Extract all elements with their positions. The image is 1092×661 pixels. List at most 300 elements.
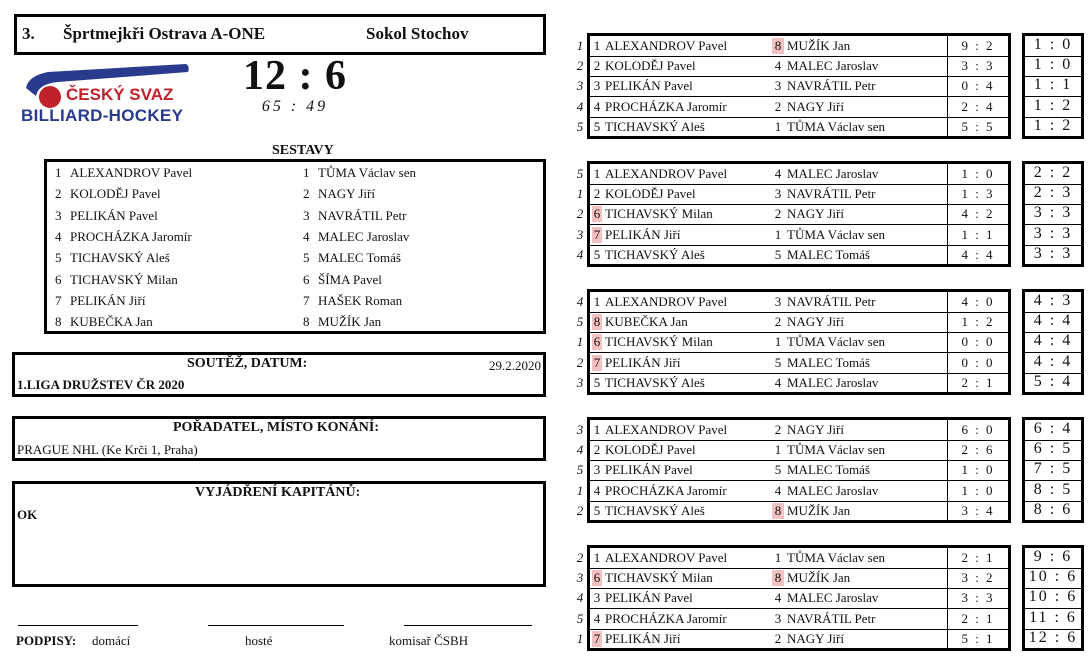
column-divider (947, 460, 948, 480)
away-player-number: 1 (774, 334, 782, 350)
column-divider (947, 225, 948, 245)
column-divider (947, 548, 948, 568)
player-name: PELIKÁN Pavel (70, 207, 158, 223)
column-divider (947, 440, 948, 460)
column-divider (947, 292, 948, 312)
column-divider (947, 245, 948, 266)
away-player-name: NAVRÁTIL Petr (787, 610, 876, 626)
away-player-name: NAGY Jiří (787, 314, 844, 330)
running-total: 1 : 1 (1025, 76, 1081, 97)
home-player-name: TICHAVSKÝ Aleš (605, 502, 705, 518)
running-total: 1 : 0 (1025, 56, 1081, 77)
match-score: 0 : 4 (961, 78, 995, 94)
csbh-logo (18, 58, 198, 134)
home-player-number: 2 (593, 442, 601, 458)
home-player-name: PELIKÁN Pavel (605, 462, 693, 478)
running-total: 4 : 4 (1025, 312, 1081, 333)
match-row (590, 460, 1008, 481)
home-player-number: 5 (593, 374, 601, 390)
match-score: 1 : 2 (961, 314, 995, 330)
away-player-name: NAVRÁTIL Petr (787, 294, 876, 309)
player-name: NAGY Jiří (318, 186, 375, 202)
player-name: ŠÍMA Pavel (318, 271, 382, 287)
captains-title: VYJÁDŘENÍ KAPITÁNŮ: (195, 485, 361, 500)
home-player-number: 1 (593, 38, 601, 53)
table-number: 3 (576, 78, 584, 94)
running-total: 8 : 6 (1033, 500, 1073, 518)
captains-comment: OK (17, 507, 38, 522)
home-player-number: 5 (593, 118, 601, 134)
running-total: 6 : 4 (1025, 420, 1081, 441)
table-number: 4 (576, 590, 584, 606)
column-divider (947, 76, 948, 96)
lineup-home-player (55, 272, 178, 288)
home-player-name: PROCHÁZKA Jaromír (605, 98, 727, 114)
running-total: 10 : 6 (1025, 568, 1081, 589)
home-player-name: TICHAVSKÝ Milan (605, 206, 713, 222)
table-number: 5 (576, 166, 584, 181)
player-name: KOLODĚJ Pavel (70, 186, 161, 202)
round-4-running-totals (1022, 417, 1084, 523)
lineup-away-player (303, 229, 409, 245)
lineup-away-player (303, 165, 416, 181)
home-player-name: TICHAVSKÝ Milan (605, 334, 713, 350)
home-player-name: TICHAVSKÝ Aleš (605, 118, 705, 134)
competition-title: SOUTĚŽ, DATUM: (187, 356, 308, 371)
running-total: 2 : 2 (1025, 164, 1081, 185)
match-row (590, 245, 1008, 266)
lineup-away-player (303, 272, 382, 288)
away-player-number: 5 (774, 354, 782, 370)
table-number: 4 (576, 246, 584, 262)
running-total: 1 : 0 (1025, 36, 1081, 57)
lineups-title: SESTAVY (272, 143, 334, 158)
match-row (590, 56, 1008, 77)
match-score: 2 : 4 (961, 98, 995, 114)
table-number: 1 (576, 630, 584, 646)
lineup-home-player (55, 165, 192, 181)
match-score: 3 : 3 (961, 590, 995, 606)
running-total: 3 : 3 (1025, 225, 1081, 246)
player-number: 6 (55, 271, 62, 287)
home-player-name: ALEXANDROV Pavel (605, 550, 728, 565)
match-row (590, 97, 1008, 118)
away-player-number: 8 (772, 503, 784, 519)
column-divider (947, 353, 948, 373)
away-player-number: 5 (774, 462, 782, 478)
away-player-name: MALEC Tomáš (787, 246, 870, 262)
away-player-name: TŮMA Václav sen (787, 550, 885, 565)
match-score: 2 : 1 (961, 374, 995, 390)
match-score: 6 : 0 (961, 422, 995, 437)
away-player-name: TŮMA Václav sen (787, 118, 885, 134)
table-number: 3 (576, 570, 584, 586)
player-name: PROCHÁZKA Jaromír (70, 228, 192, 244)
running-total: 8 : 5 (1025, 481, 1081, 502)
home-player-number: 7 (593, 630, 601, 646)
away-player-number: 2 (774, 422, 782, 437)
running-total: 10 : 6 (1025, 588, 1081, 609)
match-score: 4 : 0 (961, 294, 995, 309)
player-number: 8 (303, 314, 310, 330)
match-row (590, 292, 1008, 313)
match-score: 1 : 0 (961, 166, 995, 181)
signature-home-label: domácí (92, 633, 131, 648)
organizer-title: POŘADATEL, MÍSTO KONÁNÍ: (173, 420, 380, 435)
away-player-name: MALEC Tomáš (787, 462, 870, 478)
match-row (590, 225, 1008, 246)
match-row (590, 481, 1008, 502)
round-2-matches (587, 161, 1011, 267)
player-name: HAŠEK Roman (318, 292, 403, 308)
match-row (590, 332, 1008, 353)
away-player-number: 8 (772, 38, 784, 54)
match-row (590, 36, 1008, 57)
home-player-name: TICHAVSKÝ Aleš (605, 374, 705, 390)
home-player-number: 3 (593, 590, 601, 606)
player-number: 1 (55, 165, 62, 180)
match-row (590, 373, 1008, 394)
table-number: 3 (576, 226, 584, 242)
away-player-name: MUŽÍK Jan (787, 570, 851, 586)
home-player-name: TICHAVSKÝ Aleš (605, 246, 705, 262)
player-name: KUBEČKA Jan (70, 314, 153, 330)
home-player-name: PELIKÁN Pavel (605, 78, 693, 94)
organizer-value: PRAGUE NHL (Ke Krči 1, Praha) (17, 442, 198, 457)
round-5-matches (587, 545, 1011, 651)
player-number: 6 (303, 271, 310, 287)
logo-line-1: ČESKÝ SVAZ (66, 85, 174, 104)
away-player-number: 1 (774, 442, 782, 458)
away-player-name: MALEC Jaroslav (787, 482, 879, 498)
round-4-matches (587, 417, 1011, 523)
running-total: 4 : 4 (1025, 332, 1081, 353)
away-player-name: NAGY Jiří (787, 98, 844, 114)
signature-away-label: hosté (245, 633, 273, 648)
away-player-name: NAGY Jiří (787, 422, 844, 437)
away-player-number: 1 (774, 118, 782, 134)
home-player-name: ALEXANDROV Pavel (605, 166, 728, 181)
lineup-home-player (55, 208, 158, 224)
home-player-number: 1 (593, 422, 601, 437)
away-player-number: 2 (774, 98, 782, 114)
table-number: 3 (576, 422, 584, 437)
match-score: 4 : 4 (961, 246, 995, 262)
away-player-number: 4 (774, 374, 782, 390)
match-row (590, 204, 1008, 225)
match-row (590, 609, 1008, 630)
table-number: 1 (576, 334, 584, 350)
match-row (590, 440, 1008, 461)
signature-line-away (208, 625, 344, 626)
away-player-name: NAGY Jiří (787, 630, 844, 646)
running-total: 3 : 3 (1025, 204, 1081, 225)
away-player-number: 4 (774, 58, 782, 74)
home-player-number: 3 (593, 462, 601, 478)
running-total: 4 : 4 (1025, 353, 1081, 374)
match-row (590, 184, 1008, 205)
running-total: 2 : 3 (1025, 184, 1081, 205)
lineup-home-player (55, 186, 161, 202)
match-score: 9 : 2 (961, 38, 995, 53)
player-name: TICHAVSKÝ Milan (70, 271, 178, 287)
away-player-number: 2 (774, 206, 782, 222)
home-player-name: ALEXANDROV Pavel (605, 38, 728, 53)
table-number: 1 (576, 482, 584, 498)
home-player-name: PELIKÁN Jiří (605, 226, 681, 242)
player-name: TICHAVSKÝ Aleš (70, 250, 170, 266)
home-player-number: 7 (593, 226, 601, 242)
match-row (590, 117, 1008, 138)
match-score: 4 : 2 (961, 206, 995, 222)
competition-name: 1.LIGA DRUŽSTEV ČR 2020 (17, 377, 185, 392)
player-number: 1 (303, 165, 310, 180)
logo-line-2: BILLIARD-HOCKEY (21, 106, 184, 125)
player-number: 3 (55, 207, 62, 223)
column-divider (947, 481, 948, 501)
away-player-name: TŮMA Václav sen (787, 334, 885, 350)
home-player-number: 6 (593, 334, 601, 350)
match-score: 0 : 0 (961, 334, 995, 350)
home-player-name: ALEXANDROV Pavel (605, 422, 728, 437)
away-player-name: MALEC Jaroslav (787, 374, 879, 390)
match-row (590, 501, 1008, 522)
player-name: PELIKÁN Jiří (70, 292, 146, 308)
signature-commissioner-label: komisař ČSBH (389, 633, 469, 648)
column-divider (947, 164, 948, 184)
column-divider (947, 332, 948, 352)
round-1-running-totals (1022, 33, 1084, 139)
away-player-number: 4 (774, 590, 782, 606)
table-number: 2 (576, 550, 584, 565)
competition-box (12, 352, 546, 397)
away-player-name: MALEC Jaroslav (787, 58, 879, 74)
running-total: 12 : 6 (1028, 628, 1078, 646)
away-player-number: 2 (774, 314, 782, 330)
away-player-number: 4 (774, 482, 782, 498)
match-row (590, 548, 1008, 569)
player-number: 7 (303, 292, 310, 308)
home-player-number: 2 (593, 58, 601, 74)
round-3-matches (587, 289, 1011, 395)
round-2-running-totals (1022, 161, 1084, 267)
column-divider (947, 501, 948, 522)
home-player-name: ALEXANDROV Pavel (605, 294, 728, 309)
running-total: 6 : 5 (1025, 440, 1081, 461)
round-number: 3. (22, 24, 35, 43)
home-player-name: PROCHÁZKA Jaromír (605, 610, 727, 626)
home-player-name: PROCHÁZKA Jaromír (605, 482, 727, 498)
home-player-number: 1 (593, 294, 601, 309)
column-divider (947, 97, 948, 117)
away-player-name: MUŽÍK Jan (787, 38, 851, 53)
running-total: 5 : 4 (1033, 372, 1073, 390)
home-player-number: 6 (593, 570, 601, 586)
lineup-home-player (55, 250, 170, 266)
match-row (590, 420, 1008, 441)
away-player-name: TŮMA Václav sen (787, 442, 885, 458)
home-player-number: 4 (593, 98, 601, 114)
table-number: 1 (576, 186, 584, 202)
running-total: 4 : 3 (1025, 292, 1081, 313)
player-number: 7 (55, 292, 62, 308)
away-player-name: MALEC Jaroslav (787, 590, 879, 606)
away-player-number: 4 (774, 166, 782, 181)
table-number: 2 (576, 502, 584, 518)
running-total: 9 : 6 (1025, 548, 1081, 569)
away-player-number: 1 (774, 550, 782, 565)
home-player-number: 4 (593, 610, 601, 626)
away-player-name: NAVRÁTIL Petr (787, 78, 876, 94)
home-player-number: 3 (593, 78, 601, 94)
match-row (590, 164, 1008, 185)
round-1-matches (587, 33, 1011, 139)
match-score: 1 : 0 (961, 482, 995, 498)
column-divider (947, 609, 948, 629)
column-divider (947, 629, 948, 650)
running-total: 11 : 6 (1025, 609, 1081, 630)
match-score: 5 : 5 (961, 118, 995, 134)
home-player-name: KOLODĚJ Pavel (605, 58, 696, 74)
away-player-number: 5 (774, 246, 782, 262)
match-score: 5 : 1 (961, 630, 995, 646)
home-player-number: 6 (593, 206, 601, 222)
table-number: 2 (576, 58, 584, 74)
home-player-name: KOLODĚJ Pavel (605, 186, 696, 202)
table-number: 5 (576, 314, 584, 330)
away-team-name: Sokol Stochov (366, 24, 469, 43)
goal-points: 65 : 49 (261, 98, 329, 115)
match-score: 2 : 6 (961, 442, 995, 458)
away-player-number: 3 (774, 610, 782, 626)
match-score: 1 : 0 (961, 462, 995, 478)
match-row (590, 76, 1008, 97)
table-number: 4 (576, 98, 584, 114)
organizer-box (12, 416, 546, 461)
home-player-name: KUBEČKA Jan (605, 314, 688, 330)
away-player-name: MALEC Jaroslav (787, 166, 879, 181)
match-row (590, 588, 1008, 609)
match-row (590, 353, 1008, 374)
match-row (590, 312, 1008, 333)
match-score: 3 : 3 (961, 58, 995, 74)
home-player-number: 4 (593, 482, 601, 498)
match-score: 2 : 1 (961, 610, 995, 626)
round-5-running-totals (1022, 545, 1084, 651)
player-name: MALEC Tomáš (318, 250, 401, 266)
home-player-number: 5 (593, 246, 601, 262)
away-player-name: NAVRÁTIL Petr (787, 186, 876, 202)
lineup-away-player (303, 314, 381, 330)
home-player-number: 7 (593, 354, 601, 370)
player-name: NAVRÁTIL Petr (318, 207, 407, 223)
player-name: TŮMA Václav sen (318, 165, 416, 180)
table-number: 5 (576, 118, 584, 134)
column-divider (947, 56, 948, 76)
column-divider (947, 312, 948, 332)
away-player-number: 3 (774, 186, 782, 202)
column-divider (947, 568, 948, 588)
player-number: 2 (303, 186, 310, 202)
match-score: 2 : 1 (961, 550, 995, 565)
lineup-away-player (303, 208, 406, 224)
round-3-running-totals (1022, 289, 1084, 395)
final-score: 12 : 6 (243, 53, 347, 99)
home-player-name: TICHAVSKÝ Milan (605, 570, 713, 586)
home-player-number: 1 (593, 550, 601, 565)
match-row (590, 629, 1008, 650)
table-number: 2 (576, 354, 584, 370)
lineup-away-player (303, 250, 401, 266)
player-number: 3 (303, 207, 310, 223)
table-number: 2 (576, 206, 584, 222)
table-number: 5 (576, 462, 584, 478)
home-player-number: 1 (593, 166, 601, 181)
away-player-name: MALEC Tomáš (787, 354, 870, 370)
captains-box (12, 481, 546, 587)
match-date: 29.2.2020 (489, 358, 541, 373)
lineup-home-player (55, 293, 145, 309)
table-number: 4 (576, 294, 584, 309)
away-player-number: 1 (774, 226, 782, 242)
player-number: 4 (55, 228, 62, 244)
lineup-home-player (55, 229, 192, 245)
signature-line-commissioner (404, 625, 532, 626)
running-total: 3 : 3 (1033, 244, 1073, 262)
column-divider (947, 373, 948, 394)
home-player-number: 5 (593, 502, 601, 518)
away-player-name: NAGY Jiří (787, 206, 844, 222)
player-number: 5 (55, 250, 62, 266)
match-score: 3 : 4 (961, 502, 995, 518)
match-score: 1 : 1 (961, 226, 995, 242)
table-number: 1 (576, 38, 584, 53)
table-number: 3 (576, 374, 584, 390)
away-player-number: 8 (772, 570, 784, 586)
lineup-home-player (55, 314, 153, 330)
running-total: 1 : 2 (1025, 97, 1081, 118)
lineup-away-player (303, 186, 375, 202)
table-number: 5 (576, 610, 584, 626)
player-number: 8 (55, 314, 62, 330)
home-player-name: PELIKÁN Jiří (605, 354, 681, 370)
away-player-name: MUŽÍK Jan (787, 502, 851, 518)
column-divider (947, 204, 948, 224)
column-divider (947, 117, 948, 138)
column-divider (947, 420, 948, 440)
match-score: 3 : 2 (961, 570, 995, 586)
match-row (590, 568, 1008, 589)
away-player-number: 2 (774, 630, 782, 646)
away-player-number: 3 (774, 294, 782, 309)
away-player-name: TŮMA Václav sen (787, 226, 885, 242)
lineup-away-player (303, 293, 402, 309)
home-player-number: 2 (593, 186, 601, 202)
home-player-name: KOLODĚJ Pavel (605, 442, 696, 458)
player-name: MUŽÍK Jan (318, 314, 382, 330)
player-name: ALEXANDROV Pavel (70, 165, 193, 180)
match-score: 0 : 0 (961, 354, 995, 370)
home-player-number: 8 (593, 314, 601, 330)
table-number: 4 (576, 442, 584, 458)
column-divider (947, 588, 948, 608)
running-total: 1 : 2 (1033, 116, 1073, 134)
signatures-label: PODPISY: (16, 633, 77, 648)
player-number: 4 (303, 228, 310, 244)
player-number: 5 (303, 250, 310, 266)
player-name: MALEC Jaroslav (318, 228, 410, 244)
column-divider (947, 184, 948, 204)
